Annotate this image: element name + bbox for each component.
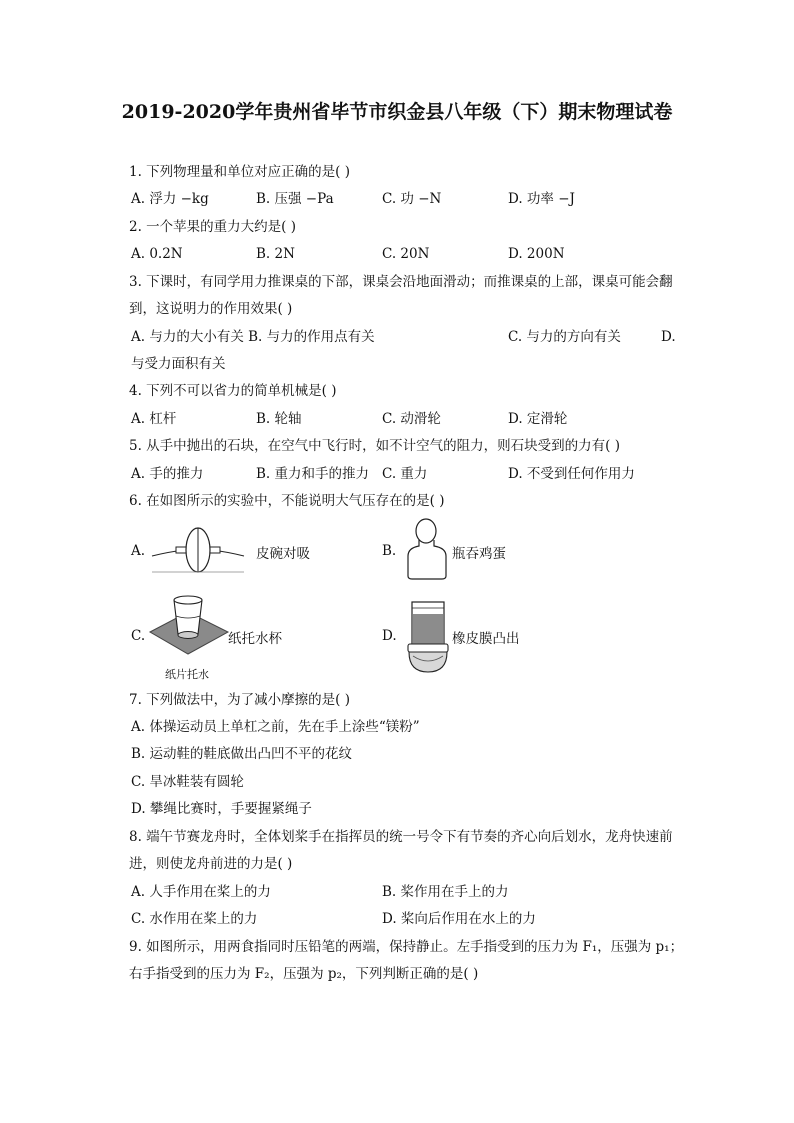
question-3-option-d-text: 与受力面积有关 [131,356,226,372]
question-8-option-a: A. 人手作用在桨上的力 [131,884,271,900]
question-6-option-c-letter: C. [131,628,146,644]
question-4-option-d: D. 定滑轮 [508,411,568,427]
question-2-option-a: A. 0.2N [131,246,183,262]
question-5-option-b: B. 重力和手的推力 [256,466,370,482]
question-9-stem-line-2: 右手指受到的压力为 F₂，压强为 p₂，下列判断正确的是( ) [129,966,479,982]
rubber-membrane-figure [405,596,451,676]
question-7-option-a: A. 体操运动员上单杠之前，先在手上涂些“镁粉” [131,719,420,735]
paper-cup-figure [146,590,230,656]
question-3-option-d: D. [661,329,676,345]
question-8-option-d: D. 桨向后作用在水上的力 [382,911,536,927]
question-2-option-d: D. 200N [508,246,565,262]
question-8-option-b: B. 桨作用在手上的力 [382,884,509,900]
figure-d-label: 橡皮膜凸出 [452,631,520,647]
question-6-option-b-letter: B. [382,543,397,559]
question-3-stem-line-2: 到，这说明力的作用效果( ) [129,301,293,317]
question-1-option-a: A. 浮力 −kg [131,191,209,207]
question-1-option-d: D. 功率 −J [508,191,575,207]
figure-c-label: 纸托水杯 [228,631,282,647]
question-7-stem: 7. 下列做法中，为了减小摩擦的是( ) [129,692,350,708]
question-8-option-c: C. 水作用在桨上的力 [131,911,258,927]
question-5-option-d: D. 不受到任何作用力 [508,466,635,482]
figure-b-label: 瓶吞鸡蛋 [452,546,506,562]
question-9-stem-line-1: 9. 如图所示，用两食指同时压铅笔的两端，保持静止。左手指受到的压力为 F₁，压强为 p₁； [129,939,684,955]
question-5-option-a: A. 手的推力 [131,466,204,482]
question-3-option-c: C. 与力的方向有关 [508,329,621,345]
question-7-option-c: C. 旱冰鞋装有圆轮 [131,774,244,790]
question-6-stem: 6. 在如图所示的实验中，不能说明大气压存在的是( ) [129,493,445,509]
question-4-option-b: B. 轮轴 [256,411,302,427]
question-8-stem-line-2: 进，则使龙舟前进的力是( ) [129,856,293,872]
question-1-option-b: B. 压强 −Pa [256,191,334,207]
question-1-option-c: C. 功 −N [382,191,442,207]
question-4-stem: 4. 下列不可以省力的简单机械是( ) [129,383,337,399]
question-6-option-d-letter: D. [382,628,397,644]
question-8-stem-line-1: 8. 端午节赛龙舟时，全体划桨手在指挥员的统一号令下有节奏的齐心向后划水，龙舟快速前 [129,829,673,845]
question-3-option-ab: A. 与力的大小有关 B. 与力的作用点有关 [131,329,375,345]
question-5-option-c: C. 重力 [382,466,428,482]
question-6-option-a-letter: A. [131,543,146,559]
suction-cups-figure [148,520,248,574]
question-4-option-c: C. 动滑轮 [382,411,441,427]
question-5-stem: 5. 从手中抛出的石块，在空气中飞行时，如不计空气的阻力，则石块受到的力有( ) [129,438,620,454]
question-7-option-b: B. 运动鞋的鞋底做出凸凹不平的花纹 [131,746,353,762]
question-2-stem: 2. 一个苹果的重力大约是( ) [129,219,296,235]
question-7-option-d: D. 攀绳比赛时，手要握紧绳子 [131,801,312,817]
figure-a-label: 皮碗对吸 [256,546,310,562]
figure-c-caption: 纸片托水 [165,668,209,681]
question-1-stem: 1. 下列物理量和单位对应正确的是( ) [129,164,350,180]
page-title: 2019-2020学年贵州省毕节市织金县八年级（下）期末物理试卷 [121,101,673,123]
bottle-egg-figure [404,518,450,580]
question-2-option-c: C. 20N [382,246,430,262]
question-4-option-a: A. 杠杆 [131,411,177,427]
question-2-option-b: B. 2N [256,246,295,262]
question-3-stem-line-1: 3. 下课时，有同学用力推课桌的下部，课桌会沿地面滑动；而推课桌的上部，课桌可能会翻 [129,274,673,290]
